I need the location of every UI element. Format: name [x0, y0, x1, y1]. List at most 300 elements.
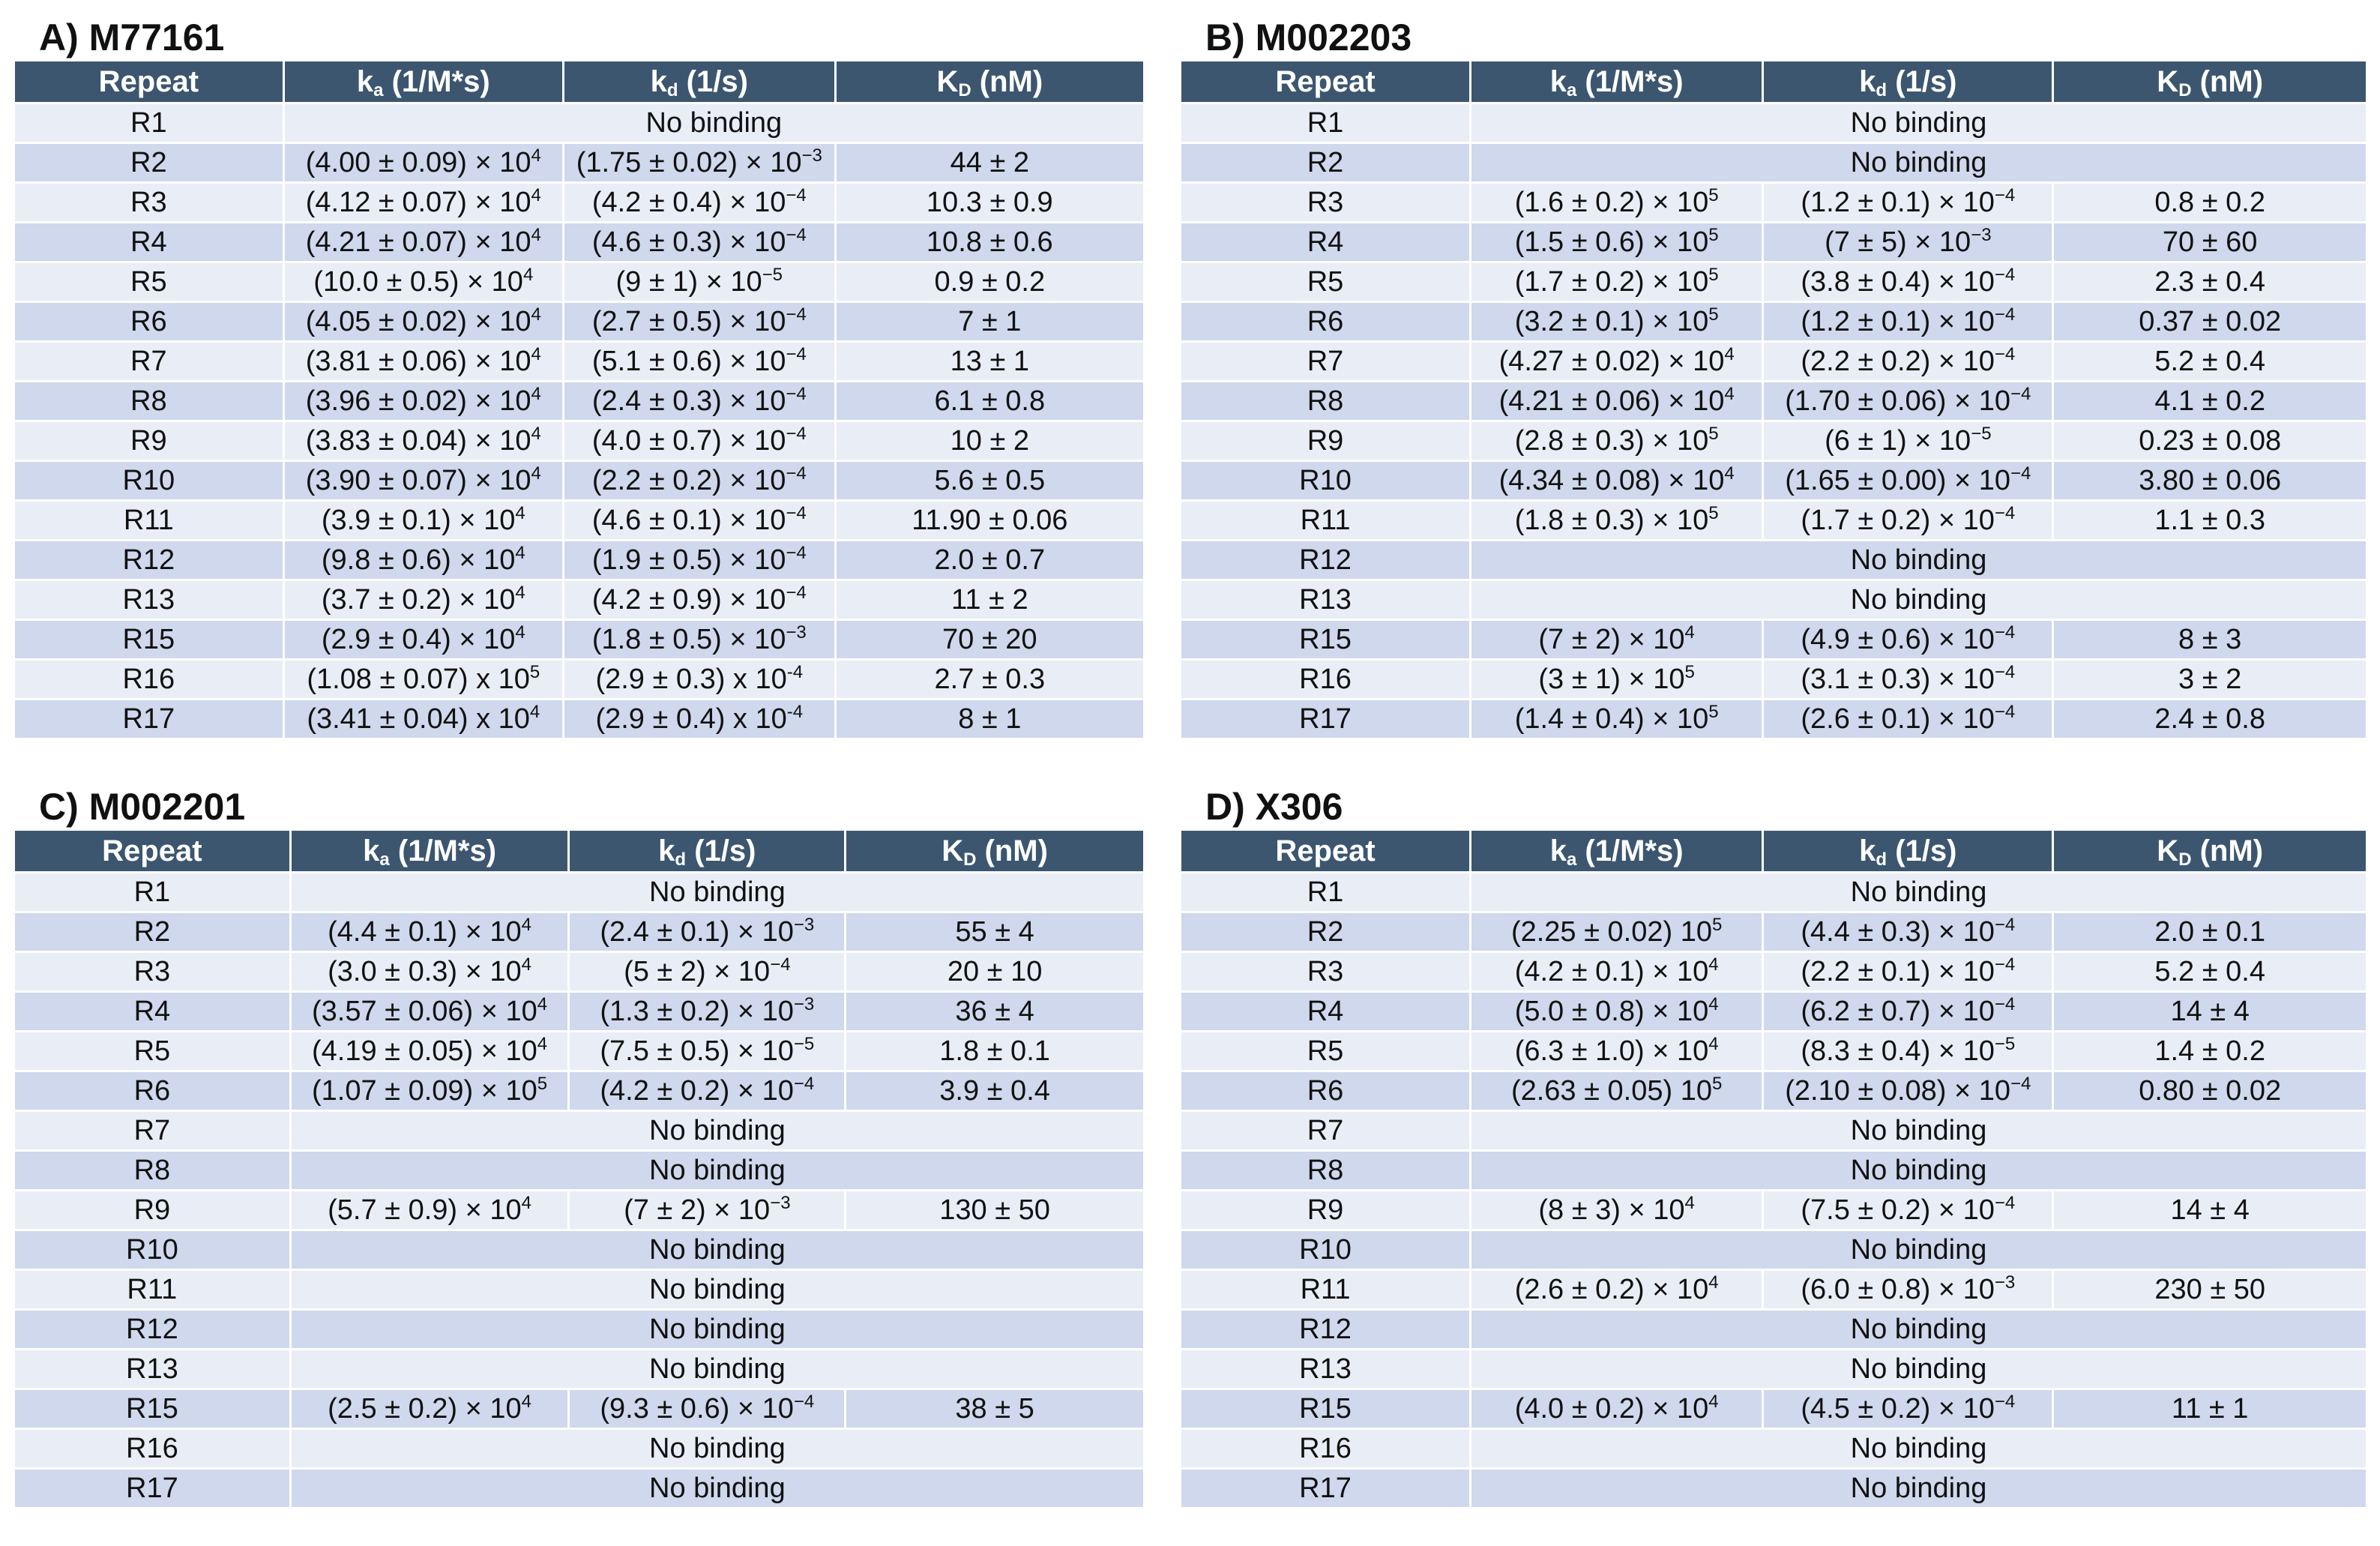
- repeat-cell: R11: [15, 1270, 290, 1310]
- table-row: [1181, 501, 2366, 541]
- header-ka-subscript: a: [373, 79, 384, 100]
- kd-cell-exponent: −3: [793, 914, 815, 935]
- ka-cell-exponent: 4: [1724, 383, 1735, 404]
- repeat-cell: R12: [15, 541, 283, 580]
- repeat-cell: R6: [1181, 302, 1471, 342]
- KD-cell: 55 ± 4: [846, 912, 1143, 952]
- kd-cell-exponent: −3: [793, 993, 815, 1014]
- kd-cell: [1763, 912, 2053, 952]
- no-binding-cell: No binding: [290, 873, 1143, 912]
- ka-cell-mantissa: (3.7 ± 0.2) × 10: [321, 583, 516, 616]
- ka-cell: [1471, 1389, 1763, 1429]
- kd-cell-exponent: −4: [1994, 622, 2016, 643]
- kd-cell: [1763, 952, 2053, 992]
- KD-cell: 11 ± 2: [835, 580, 1143, 620]
- ka-cell: [290, 1389, 569, 1429]
- header-kd-subscript: d: [675, 849, 687, 870]
- kd-cell-exponent: −4: [786, 343, 807, 364]
- kd-cell-mantissa: (2.2 ± 0.1) × 10: [1801, 955, 1995, 987]
- KD-cell: 5.2 ± 0.4: [2053, 952, 2366, 992]
- KD-cell: 6.1 ± 0.8: [835, 382, 1143, 421]
- repeat-cell: R4: [1181, 223, 1471, 262]
- header-kd: [1763, 831, 2053, 873]
- ka-cell-mantissa: (3.41 ± 0.04) x 10: [307, 703, 530, 735]
- header-kd-symbol: k: [650, 64, 667, 98]
- ka-cell-mantissa: (4.12 ± 0.07) × 10: [305, 186, 531, 218]
- ka-cell-mantissa: (2.63 ± 0.05) 10: [1510, 1074, 1712, 1107]
- kd-cell-exponent: -4: [786, 661, 804, 682]
- KD-cell: 1.8 ± 0.1: [846, 1032, 1143, 1071]
- no-binding-cell: No binding: [1471, 1350, 2366, 1389]
- table-row: [15, 952, 1143, 992]
- kd-cell-exponent: −4: [786, 463, 807, 484]
- kd-cell-mantissa: (1.65 ± 0.00) × 10: [1785, 464, 2011, 496]
- kd-cell-exponent: −4: [793, 1391, 815, 1412]
- ka-cell-mantissa: (10.0 ± 0.5) × 10: [313, 265, 523, 298]
- no-binding-cell: No binding: [290, 1270, 1143, 1310]
- kd-cell-exponent: −3: [770, 1192, 791, 1213]
- ka-cell-exponent: 4: [1708, 1272, 1719, 1293]
- kd-cell-mantissa: (7 ± 2) × 10: [624, 1194, 771, 1226]
- header-ka: [290, 831, 569, 873]
- ka-cell: [283, 183, 563, 223]
- header-ka-subscript: a: [1566, 79, 1577, 100]
- kd-cell-exponent: −4: [1994, 184, 2016, 205]
- KD-cell: 4.1 ± 0.2: [2053, 382, 2366, 421]
- table-row: [15, 541, 1143, 580]
- KD-cell: 1.1 ± 0.3: [2053, 501, 2366, 541]
- header-KD-unit: (nM): [2191, 834, 2264, 867]
- ka-cell-exponent: 4: [1708, 954, 1719, 975]
- no-binding-cell: No binding: [1471, 1429, 2366, 1469]
- repeat-cell: R9: [1181, 1191, 1471, 1230]
- ka-cell-mantissa: (1.8 ± 0.3) × 10: [1514, 504, 1709, 536]
- KD-cell: 2.0 ± 0.7: [835, 541, 1143, 580]
- kd-cell: [1763, 1389, 2053, 1429]
- table-row: [1181, 421, 2366, 461]
- kd-cell-exponent: −4: [2010, 383, 2031, 404]
- ka-cell: [283, 700, 563, 739]
- table-row: [1181, 1389, 2366, 1429]
- kinetics-table: [15, 61, 1143, 738]
- ka-cell-mantissa: (6.3 ± 1.0) × 10: [1514, 1035, 1709, 1067]
- KD-cell: 10 ± 2: [835, 421, 1143, 461]
- KD-cell: 2.3 ± 0.4: [2053, 262, 2366, 302]
- repeat-cell: R6: [15, 1071, 290, 1111]
- ka-cell-exponent: 4: [521, 954, 532, 975]
- kd-cell-exponent: −5: [1971, 423, 1992, 444]
- table-row: [1181, 620, 2366, 660]
- ka-cell: [283, 342, 563, 382]
- repeat-cell: R3: [1181, 183, 1471, 223]
- KD-cell: 0.37 ± 0.02: [2053, 302, 2366, 342]
- header-row: [15, 61, 1143, 103]
- repeat-cell: R8: [1181, 382, 1471, 421]
- panel-d: [1181, 777, 2366, 1507]
- repeat-cell: R6: [15, 302, 283, 342]
- ka-cell: [283, 501, 563, 541]
- KD-cell: 14 ± 4: [2053, 1191, 2366, 1230]
- header-kd: [563, 61, 835, 103]
- repeat-cell: R11: [15, 501, 283, 541]
- ka-cell: [283, 541, 563, 580]
- ka-cell-exponent: 5: [1708, 184, 1719, 205]
- table-row: [15, 1270, 1143, 1310]
- ka-cell-mantissa: (8 ± 3) × 10: [1538, 1194, 1685, 1226]
- header-ka-unit: (1/M*s): [1576, 834, 1684, 867]
- table-row: [15, 143, 1143, 183]
- kd-cell-mantissa: (1.9 ± 0.5) × 10: [591, 544, 786, 576]
- kd-cell-mantissa: (7.5 ± 0.5) × 10: [600, 1035, 794, 1067]
- ka-cell-mantissa: (4.19 ± 0.05) × 10: [312, 1035, 537, 1067]
- KD-cell: 10.3 ± 0.9: [835, 183, 1143, 223]
- ka-cell-exponent: 4: [515, 582, 525, 603]
- KD-cell: 2.7 ± 0.3: [835, 660, 1143, 700]
- repeat-cell: R8: [1181, 1151, 1471, 1191]
- table-row: [15, 1151, 1143, 1191]
- repeat-cell: R15: [15, 620, 283, 660]
- ka-cell-exponent: 4: [531, 224, 541, 245]
- kd-cell: [563, 342, 835, 382]
- ka-cell: [290, 1032, 569, 1071]
- repeat-cell: R16: [1181, 1429, 1471, 1469]
- ka-cell: [1471, 262, 1763, 302]
- no-binding-cell: No binding: [290, 1429, 1143, 1469]
- header-kd-subscript: d: [1876, 79, 1888, 100]
- repeat-cell: R12: [15, 1310, 290, 1350]
- kinetics-table: [1181, 831, 2366, 1507]
- repeat-cell: R13: [1181, 580, 1471, 620]
- header-kd-unit: (1/s): [1887, 64, 1957, 98]
- header-KD-subscript: D: [958, 79, 971, 100]
- ka-cell-exponent: 5: [1711, 1073, 1723, 1094]
- ka-cell-exponent: 5: [1708, 423, 1719, 444]
- ka-cell: [283, 302, 563, 342]
- header-KD-subscript: D: [963, 849, 977, 870]
- panel-c: [15, 777, 1143, 1507]
- header-ka: [283, 61, 563, 103]
- kd-cell: [563, 302, 835, 342]
- kd-cell-mantissa: (9.3 ± 0.6) × 10: [600, 1392, 794, 1425]
- table-row: [15, 1032, 1143, 1071]
- kd-cell-mantissa: (2.9 ± 0.4) x 10: [595, 703, 787, 735]
- ka-cell-mantissa: (1.5 ± 0.6) × 10: [1514, 226, 1709, 258]
- ka-cell-exponent: 4: [515, 502, 525, 523]
- ka-cell-mantissa: (9.8 ± 0.6) × 10: [321, 544, 516, 576]
- repeat-cell: R10: [1181, 1230, 1471, 1270]
- ka-cell-exponent: 4: [531, 184, 541, 205]
- KD-cell: 5.6 ± 0.5: [835, 461, 1143, 501]
- table-row: [1181, 342, 2366, 382]
- repeat-cell: R3: [1181, 952, 1471, 992]
- ka-cell: [1471, 1071, 1763, 1111]
- ka-cell: [1471, 501, 1763, 541]
- repeat-cell: R16: [1181, 660, 1471, 700]
- ka-cell-exponent: 5: [1708, 304, 1719, 325]
- kd-cell-exponent: −4: [786, 582, 807, 603]
- kd-cell-mantissa: (4.4 ± 0.3) × 10: [1801, 915, 1995, 948]
- kd-cell-mantissa: (6 ± 1) × 10: [1825, 424, 1971, 457]
- kd-cell-mantissa: (1.8 ± 0.5) × 10: [591, 623, 786, 655]
- repeat-cell: R5: [15, 1032, 290, 1071]
- kd-cell: [563, 541, 835, 580]
- no-binding-cell: No binding: [290, 1310, 1143, 1350]
- header-ka-symbol: k: [1549, 64, 1567, 98]
- ka-cell-exponent: 4: [537, 1033, 548, 1054]
- KD-cell: 2.0 ± 0.1: [2053, 912, 2366, 952]
- ka-cell-exponent: 4: [1708, 1033, 1719, 1054]
- kd-cell-exponent: −4: [1994, 264, 2016, 285]
- repeat-cell: R7: [15, 342, 283, 382]
- ka-cell-mantissa: (5.7 ± 0.9) × 10: [328, 1194, 522, 1226]
- kd-cell-mantissa: (4.2 ± 0.9) × 10: [591, 583, 786, 616]
- table-row: [15, 1111, 1143, 1151]
- KD-cell: 70 ± 20: [835, 620, 1143, 660]
- ka-cell: [1471, 660, 1763, 700]
- repeat-cell: R9: [15, 421, 283, 461]
- kd-cell: [1763, 421, 2053, 461]
- table-row: [1181, 262, 2366, 302]
- table-row: [15, 700, 1143, 739]
- KD-cell: 13 ± 1: [835, 342, 1143, 382]
- table-row: [1181, 143, 2366, 183]
- table-row: [15, 912, 1143, 952]
- kd-cell-mantissa: (1.75 ± 0.02) × 10: [576, 146, 802, 178]
- no-binding-cell: No binding: [1471, 1469, 2366, 1508]
- header-repeat: Repeat: [1181, 61, 1471, 103]
- repeat-cell: R15: [1181, 620, 1471, 660]
- ka-cell: [290, 912, 569, 952]
- table-row: [15, 342, 1143, 382]
- repeat-cell: R12: [1181, 541, 1471, 580]
- table-row: [1181, 580, 2366, 620]
- repeat-cell: R1: [15, 103, 283, 143]
- ka-cell: [1471, 461, 1763, 501]
- repeat-cell: R8: [15, 1151, 290, 1191]
- kd-cell: [563, 461, 835, 501]
- ka-cell-mantissa: (2.8 ± 0.3) × 10: [1514, 424, 1709, 457]
- kd-cell-exponent: -4: [786, 701, 804, 722]
- kd-cell: [569, 992, 846, 1032]
- kd-cell-mantissa: (4.9 ± 0.6) × 10: [1801, 623, 1995, 655]
- kd-cell: [1763, 1270, 2053, 1310]
- table-row: [1181, 700, 2366, 739]
- kd-cell-exponent: −4: [2010, 463, 2031, 484]
- kd-cell: [569, 912, 846, 952]
- table-row: [1181, 183, 2366, 223]
- kd-cell: [563, 421, 835, 461]
- kd-cell: [563, 501, 835, 541]
- kd-cell-exponent: −5: [793, 1033, 815, 1054]
- no-binding-cell: No binding: [1471, 1310, 2366, 1350]
- kd-cell-exponent: −4: [1994, 701, 2016, 722]
- panel-title: B) M002203: [1205, 16, 1412, 58]
- table-row: [15, 1469, 1143, 1508]
- header-ka-unit: (1/M*s): [389, 834, 497, 867]
- table-row: [1181, 873, 2366, 912]
- header-KD: [846, 831, 1143, 873]
- repeat-cell: R3: [15, 952, 290, 992]
- repeat-cell: R9: [1181, 421, 1471, 461]
- kd-cell: [1763, 1032, 2053, 1071]
- kd-cell: [1763, 382, 2053, 421]
- header-kd: [1763, 61, 2053, 103]
- KD-cell: 7 ± 1: [835, 302, 1143, 342]
- ka-cell-exponent: 5: [1708, 701, 1719, 722]
- ka-cell: [290, 1191, 569, 1230]
- table-row: [1181, 541, 2366, 580]
- table-row: [1181, 1310, 2366, 1350]
- repeat-cell: R13: [15, 1350, 290, 1389]
- ka-cell: [1471, 912, 1763, 952]
- header-ka-unit: (1/M*s): [383, 64, 490, 98]
- repeat-cell: R2: [15, 912, 290, 952]
- repeat-cell: R13: [15, 580, 283, 620]
- kd-cell-exponent: −4: [786, 383, 807, 404]
- ka-cell-mantissa: (4.21 ± 0.07) × 10: [305, 226, 531, 258]
- ka-cell-mantissa: (3 ± 1) × 10: [1538, 663, 1685, 695]
- KD-cell: 5.2 ± 0.4: [2053, 342, 2366, 382]
- ka-cell-exponent: 4: [521, 1391, 532, 1412]
- header-ka-symbol: k: [1549, 834, 1567, 867]
- kd-cell: [1763, 461, 2053, 501]
- ka-cell-mantissa: (4.27 ± 0.02) × 10: [1498, 345, 1725, 377]
- ka-cell-exponent: 5: [529, 661, 540, 682]
- ka-cell-mantissa: (4.21 ± 0.06) × 10: [1498, 385, 1725, 417]
- kd-cell: [563, 183, 835, 223]
- kd-cell-mantissa: (2.2 ± 0.2) × 10: [591, 464, 786, 496]
- table-row: [15, 382, 1143, 421]
- no-binding-cell: No binding: [1471, 1230, 2366, 1270]
- ka-cell: [1471, 1270, 1763, 1310]
- kd-cell-exponent: −3: [1994, 1272, 2016, 1293]
- KD-cell: 36 ± 4: [846, 992, 1143, 1032]
- table-row: [15, 183, 1143, 223]
- kd-cell-mantissa: (3.1 ± 0.3) × 10: [1801, 663, 1995, 695]
- repeat-cell: R17: [15, 700, 283, 739]
- ka-cell-mantissa: (2.25 ± 0.02) 10: [1510, 915, 1712, 948]
- ka-cell-mantissa: (1.7 ± 0.2) × 10: [1514, 265, 1709, 298]
- ka-cell-exponent: 4: [521, 914, 532, 935]
- ka-cell-mantissa: (3.96 ± 0.02) × 10: [305, 385, 531, 417]
- header-row: [1181, 61, 2366, 103]
- table-row: [1181, 461, 2366, 501]
- kd-cell-exponent: −4: [786, 542, 807, 563]
- repeat-cell: R4: [15, 223, 283, 262]
- table-row: [15, 223, 1143, 262]
- no-binding-cell: No binding: [1471, 143, 2366, 183]
- kd-cell: [1763, 342, 2053, 382]
- kd-cell-mantissa: (2.10 ± 0.08) × 10: [1785, 1074, 2011, 1107]
- kd-cell: [1763, 183, 2053, 223]
- ka-cell-exponent: 4: [515, 622, 525, 643]
- table-row: [1181, 952, 2366, 992]
- KD-cell: 0.80 ± 0.02: [2053, 1071, 2366, 1111]
- repeat-cell: R5: [15, 262, 283, 302]
- ka-cell-exponent: 4: [531, 145, 541, 166]
- ka-cell: [283, 143, 563, 183]
- table-row: [1181, 382, 2366, 421]
- ka-cell: [1471, 700, 1763, 739]
- ka-cell-exponent: 4: [1724, 463, 1735, 484]
- kd-cell-mantissa: (8.3 ± 0.4) × 10: [1801, 1035, 1995, 1067]
- repeat-cell: R2: [15, 143, 283, 183]
- table-row: [1181, 1111, 2366, 1151]
- kd-cell: [1763, 992, 2053, 1032]
- ka-cell-exponent: 4: [1708, 993, 1719, 1014]
- KD-cell: 230 ± 50: [2053, 1270, 2366, 1310]
- header-kd-symbol: k: [1859, 64, 1876, 98]
- repeat-cell: R10: [1181, 461, 1471, 501]
- header-kd-subscript: d: [666, 79, 678, 100]
- kinetics-table: [1181, 61, 2366, 738]
- KD-cell: 0.23 ± 0.08: [2053, 421, 2366, 461]
- table-row: [1181, 1032, 2366, 1071]
- ka-cell-exponent: 5: [1684, 661, 1695, 682]
- table-row: [15, 461, 1143, 501]
- ka-cell-exponent: 4: [515, 542, 525, 563]
- header-row: [1181, 831, 2366, 873]
- header-KD-symbol: K: [936, 64, 959, 98]
- header-KD: [835, 61, 1143, 103]
- table-row: [15, 501, 1143, 541]
- kd-cell: [569, 1191, 846, 1230]
- header-KD-unit: (nM): [976, 834, 1048, 867]
- ka-cell-mantissa: (4.34 ± 0.08) × 10: [1498, 464, 1725, 496]
- kd-cell-exponent: −4: [1994, 661, 2016, 682]
- kd-cell: [563, 223, 835, 262]
- kd-cell-exponent: −4: [1994, 502, 2016, 523]
- ka-cell-exponent: 4: [531, 304, 541, 325]
- header-ka: [1471, 61, 1763, 103]
- ka-cell-mantissa: (2.5 ± 0.2) × 10: [328, 1392, 522, 1425]
- repeat-cell: R6: [1181, 1071, 1471, 1111]
- kd-cell-mantissa: (4.2 ± 0.2) × 10: [600, 1074, 794, 1107]
- ka-cell-exponent: 4: [522, 264, 534, 285]
- kd-cell: [1763, 620, 2053, 660]
- KD-cell: 0.8 ± 0.2: [2053, 183, 2366, 223]
- kd-cell-mantissa: (9 ± 1) × 10: [615, 265, 762, 298]
- header-KD: [2053, 831, 2366, 873]
- repeat-cell: R4: [15, 992, 290, 1032]
- repeat-cell: R7: [1181, 342, 1471, 382]
- KD-cell: 11 ± 1: [2053, 1389, 2366, 1429]
- repeat-cell: R10: [15, 461, 283, 501]
- kd-cell-exponent: −4: [1994, 1391, 2016, 1412]
- ka-cell-exponent: 4: [531, 383, 541, 404]
- kd-cell: [1763, 1191, 2053, 1230]
- table-row: [1181, 223, 2366, 262]
- header-KD-symbol: K: [2157, 834, 2179, 867]
- ka-cell-mantissa: (2.9 ± 0.4) × 10: [321, 623, 516, 655]
- kd-cell-exponent: −4: [1994, 1192, 2016, 1213]
- ka-cell-mantissa: (1.08 ± 0.07) x 10: [307, 663, 530, 695]
- KD-cell: 20 ± 10: [846, 952, 1143, 992]
- KD-cell: 44 ± 2: [835, 143, 1143, 183]
- ka-cell-mantissa: (3.0 ± 0.3) × 10: [328, 955, 522, 987]
- ka-cell-exponent: 5: [1708, 264, 1719, 285]
- kd-cell-mantissa: (2.9 ± 0.3) x 10: [595, 663, 787, 695]
- kd-cell-exponent: −4: [1994, 304, 2016, 325]
- ka-cell: [283, 382, 563, 421]
- ka-cell-mantissa: (3.57 ± 0.06) × 10: [312, 995, 537, 1027]
- ka-cell-exponent: 4: [1684, 1192, 1695, 1213]
- header-kd-symbol: k: [658, 834, 675, 867]
- kd-cell-exponent: −4: [1994, 914, 2016, 935]
- ka-cell-mantissa: (1.07 ± 0.09) × 10: [312, 1074, 537, 1107]
- kd-cell-mantissa: (2.2 ± 0.2) × 10: [1801, 345, 1995, 377]
- table-row: [1181, 1270, 2366, 1310]
